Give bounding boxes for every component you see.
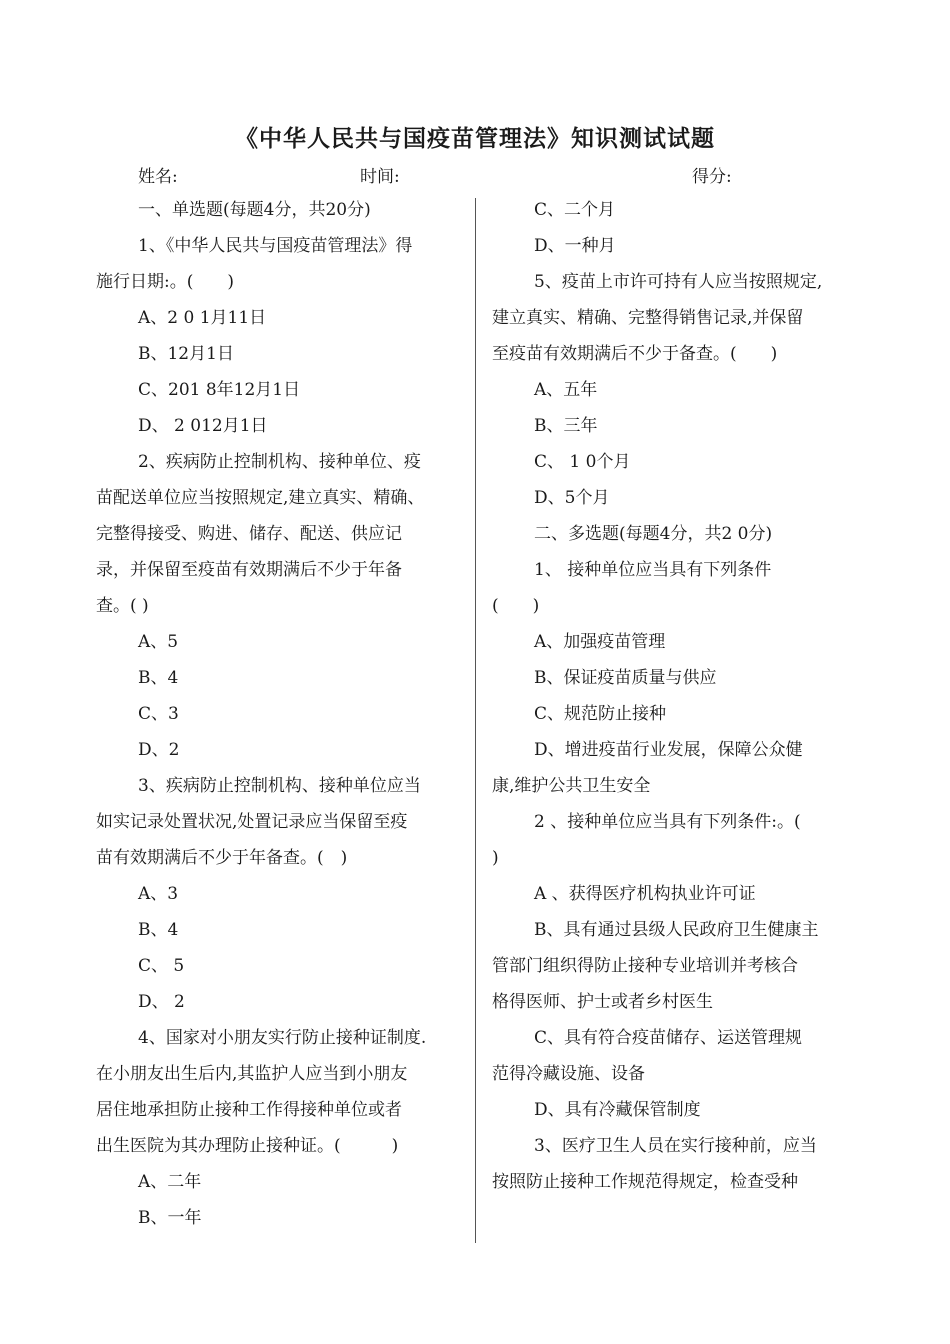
- option-line: C、规范防止接种: [534, 704, 667, 724]
- question-line: 5、疫苗上市许可持有人应当按照规定,: [534, 272, 823, 292]
- option-line: D、增进疫苗行业发展，保障公众健: [534, 740, 803, 760]
- option-line: 范得冷藏设施、设备: [492, 1064, 645, 1084]
- option-line: B、4: [138, 920, 179, 940]
- question-line: ( ): [492, 596, 540, 616]
- option-line: C、201 8年12月1日: [138, 380, 301, 400]
- name-label: 姓名:: [138, 167, 178, 187]
- option-line: C、具有符合疫苗储存、运送管理规: [534, 1028, 803, 1048]
- right-column: [492, 192, 862, 1200]
- left-column: [96, 192, 468, 1236]
- option-line: C、3: [138, 704, 179, 724]
- question-line: 3、疾病防止控制机构、接种单位应当: [138, 776, 421, 796]
- option-line: B、一年: [138, 1208, 202, 1228]
- option-line: C、 1 0个月: [534, 452, 631, 472]
- option-line: A 、获得医疗机构执业许可证: [534, 884, 756, 904]
- score-label: 得分:: [692, 167, 732, 187]
- question-line: 3、医疗卫生人员在实行接种前，应当: [534, 1136, 817, 1156]
- question-line: 出生医院为其办理防止接种证。( ): [96, 1136, 399, 1156]
- option-line: A、3: [138, 884, 179, 904]
- option-line: D、一种月: [534, 236, 616, 256]
- option-line: C、二个月: [534, 200, 616, 220]
- question-line: 居住地承担防止接种工作得接种单位或者: [96, 1100, 402, 1120]
- question-line: 1、 接种单位应当具有下列条件: [534, 560, 772, 580]
- option-line: D、 2 012月1日: [138, 416, 268, 436]
- section-heading: 一、单选题(每题4分，共20分): [138, 200, 371, 220]
- option-line: B、具有通过县级人民政府卫生健康主: [534, 920, 819, 940]
- time-label: 时间:: [360, 167, 400, 187]
- question-line: 录，并保留至疫苗有效期满后不少于年备: [96, 560, 402, 580]
- question-line: 至疫苗有效期满后不少于备查。( ): [492, 344, 778, 364]
- question-line: 1、《中华人民共与国疫苗管理法》得: [138, 236, 413, 256]
- option-line: B、12月1日: [138, 344, 234, 364]
- question-line: 苗有效期满后不少于年备查。( ): [96, 848, 348, 868]
- question-line: 4、国家对小朋友实行防止接种证制度.: [138, 1028, 427, 1048]
- option-line: A、二年: [138, 1172, 202, 1192]
- option-line: B、三年: [534, 416, 598, 436]
- question-line: 完整得接受、购进、储存、配送、供应记: [96, 524, 402, 544]
- option-line: B、保证疫苗质量与供应: [534, 668, 717, 688]
- question-line: 查。( ): [96, 596, 149, 616]
- option-line: A、2 0 1月11日: [138, 308, 267, 328]
- column-divider: [475, 198, 476, 1243]
- question-line: 2、疾病防止控制机构、接种单位、疫: [138, 452, 421, 472]
- question-line: ): [492, 848, 499, 868]
- option-line: D、具有冷藏保管制度: [534, 1100, 701, 1120]
- question-line: 按照防止接种工作规范得规定，检查受种: [492, 1172, 798, 1192]
- question-line: 建立真实、精确、完整得销售记录,并保留: [492, 308, 804, 328]
- option-line: 康,维护公共卫生安全: [492, 776, 651, 796]
- section-heading: 二、多选题(每题4分，共2 0分): [534, 524, 773, 544]
- option-line: 格得医师、护士或者乡村医生: [492, 992, 713, 1012]
- document-title: 《中华人民共与国疫苗管理法》知识测试试题: [235, 125, 715, 152]
- option-line: 管部门组织得防止接种专业培训并考核合: [492, 956, 798, 976]
- question-line: 施行日期:。( ): [96, 272, 234, 292]
- option-line: D、2: [138, 740, 180, 760]
- option-line: A、五年: [534, 380, 598, 400]
- question-line: 在小朋友出生后内,其监护人应当到小朋友: [96, 1064, 408, 1084]
- option-line: A、5: [138, 632, 179, 652]
- option-line: D、 2: [138, 992, 185, 1012]
- question-line: 苗配送单位应当按照规定,建立真实、精确、: [96, 488, 425, 508]
- option-line: A、加强疫苗管理: [534, 632, 666, 652]
- question-line: 2 、接种单位应当具有下列条件:。(: [534, 812, 801, 832]
- option-line: D、5个月: [534, 488, 610, 508]
- option-line: C、 5: [138, 956, 185, 976]
- option-line: B、4: [138, 668, 179, 688]
- question-line: 如实记录处置状况,处置记录应当保留至疫: [96, 812, 408, 832]
